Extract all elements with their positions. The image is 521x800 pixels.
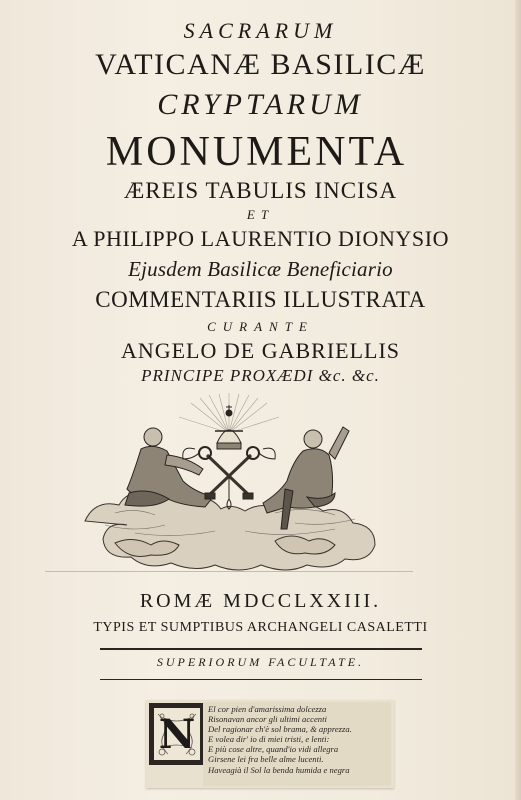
poem-line: Haveagià il Sol la benda humida e negra [208,764,350,775]
title-line-cryptarum: CRYPTARUM [157,88,364,121]
pasted-slip [146,700,394,788]
editor-title: PRINCIPE PROXÆDI &c. &c. [141,366,380,385]
poem-text [208,704,390,775]
poem-line: E volea dir' io di miei tristi, e lenti: [208,734,330,745]
poem-line: El cor pien d'amarissima dolcezza [208,704,327,714]
poem-line: Risonavan ancor gli ultimi accenti [208,714,327,725]
imprint-printer: TYPIS ET SUMPTIBUS ARCHANGELI CASALETTI [93,620,428,635]
author-line: A PHILIPPO LAURENTIO DIONYSIO [71,226,450,251]
commentary-line: COMMENTARIIS ILLUSTRATA [95,287,426,312]
connector-et: ET [246,207,275,222]
rule-bottom [100,679,422,680]
double-rule-top [100,648,422,650]
title-line-vaticanae: VATICANÆ BASILICÆ [95,48,426,81]
editor-line: ANGELO DE GABRIELLIS [120,338,401,363]
connector-curante: CURANTE [207,319,314,334]
initial-letter: N [158,710,196,758]
title-line-sacrarum: SACRARUM [183,18,338,43]
vignette-two-saints-clouds-papal-keys-icon [45,393,413,572]
author-role: Ejusdem Basilicæ Beneficiario [128,257,393,281]
imprint-place-date: ROMÆ MDCCLXXIII. [139,590,382,612]
poem-line: E più cose altre, quand'io vidi allegra [208,744,339,755]
decorated-initial-icon [149,703,205,765]
imprint-permission: SUPERIORUM FACULTATE. [156,655,365,669]
poem-line: Girsene lei fra belle alme lucenti. [208,754,324,765]
subtitle-line: ÆREIS TABULIS INCISA [123,178,398,203]
poem-line: Del ragionar ch'è sol brama, & apprezza. [208,724,352,735]
title-line-monumenta: MONUMENTA [105,129,408,175]
